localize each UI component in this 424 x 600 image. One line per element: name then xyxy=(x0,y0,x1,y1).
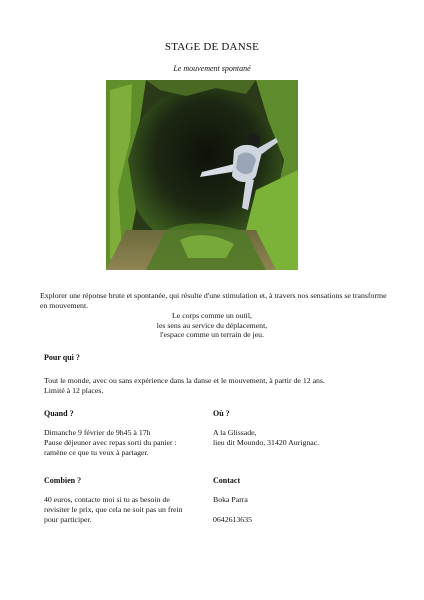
contact-phone[interactable]: 0642613635 xyxy=(213,515,252,524)
quand-heading: Quand ? xyxy=(44,409,74,418)
poem-line: les sens au service du déplacement, xyxy=(156,320,268,330)
quand-line-2: Pause déjeuner avec repas sorti du panier : xyxy=(44,438,177,447)
contact-name: Boka Parra xyxy=(213,495,248,504)
pour-qui-line-2: Limité à 12 places. xyxy=(44,386,104,395)
poem-block xyxy=(0,311,424,340)
contact-heading: Contact xyxy=(213,476,241,485)
ou-line-2: lieu dit Moundo, 31420 Aurignac. xyxy=(213,438,320,447)
combien-line-2: revisiter le prix, que cela ne soit pas un frein xyxy=(44,505,183,514)
pour-qui-line-1: Tout le monde, avec ou sans expérience dans la danse et le mouvement, à partir de 12 ans. xyxy=(44,376,325,385)
ou-line-1: A la Glissade, xyxy=(213,428,257,437)
poem-line: l'espace comme un terrain de jeu. xyxy=(159,330,265,340)
ou-heading: Où ? xyxy=(213,409,230,418)
dancer-in-cave-photo xyxy=(106,80,298,270)
page-subtitle: Le mouvement spontané xyxy=(173,64,251,73)
intro-paragraph: Explorer une réponse brute et spontanée, qui résulte d'une stimulation et, à travers nos sensations se transforme en mouvement. xyxy=(40,291,387,310)
pour-qui-heading: Pour qui ? xyxy=(44,353,80,362)
combien-line-3: pour participer. xyxy=(44,515,92,524)
combien-line-1: 40 euros, contacte moi si tu as besoin de xyxy=(44,495,170,504)
combien-heading: Combien ? xyxy=(44,476,82,485)
poem-line: Le corps comme un outil, xyxy=(172,311,252,320)
page-title: STAGE DE DANSE xyxy=(164,41,260,53)
quand-line-3: ramène ce que tu veux à partager. xyxy=(44,448,149,457)
quand-line-1: Dimanche 9 février de 9h45 à 17h xyxy=(44,428,151,437)
